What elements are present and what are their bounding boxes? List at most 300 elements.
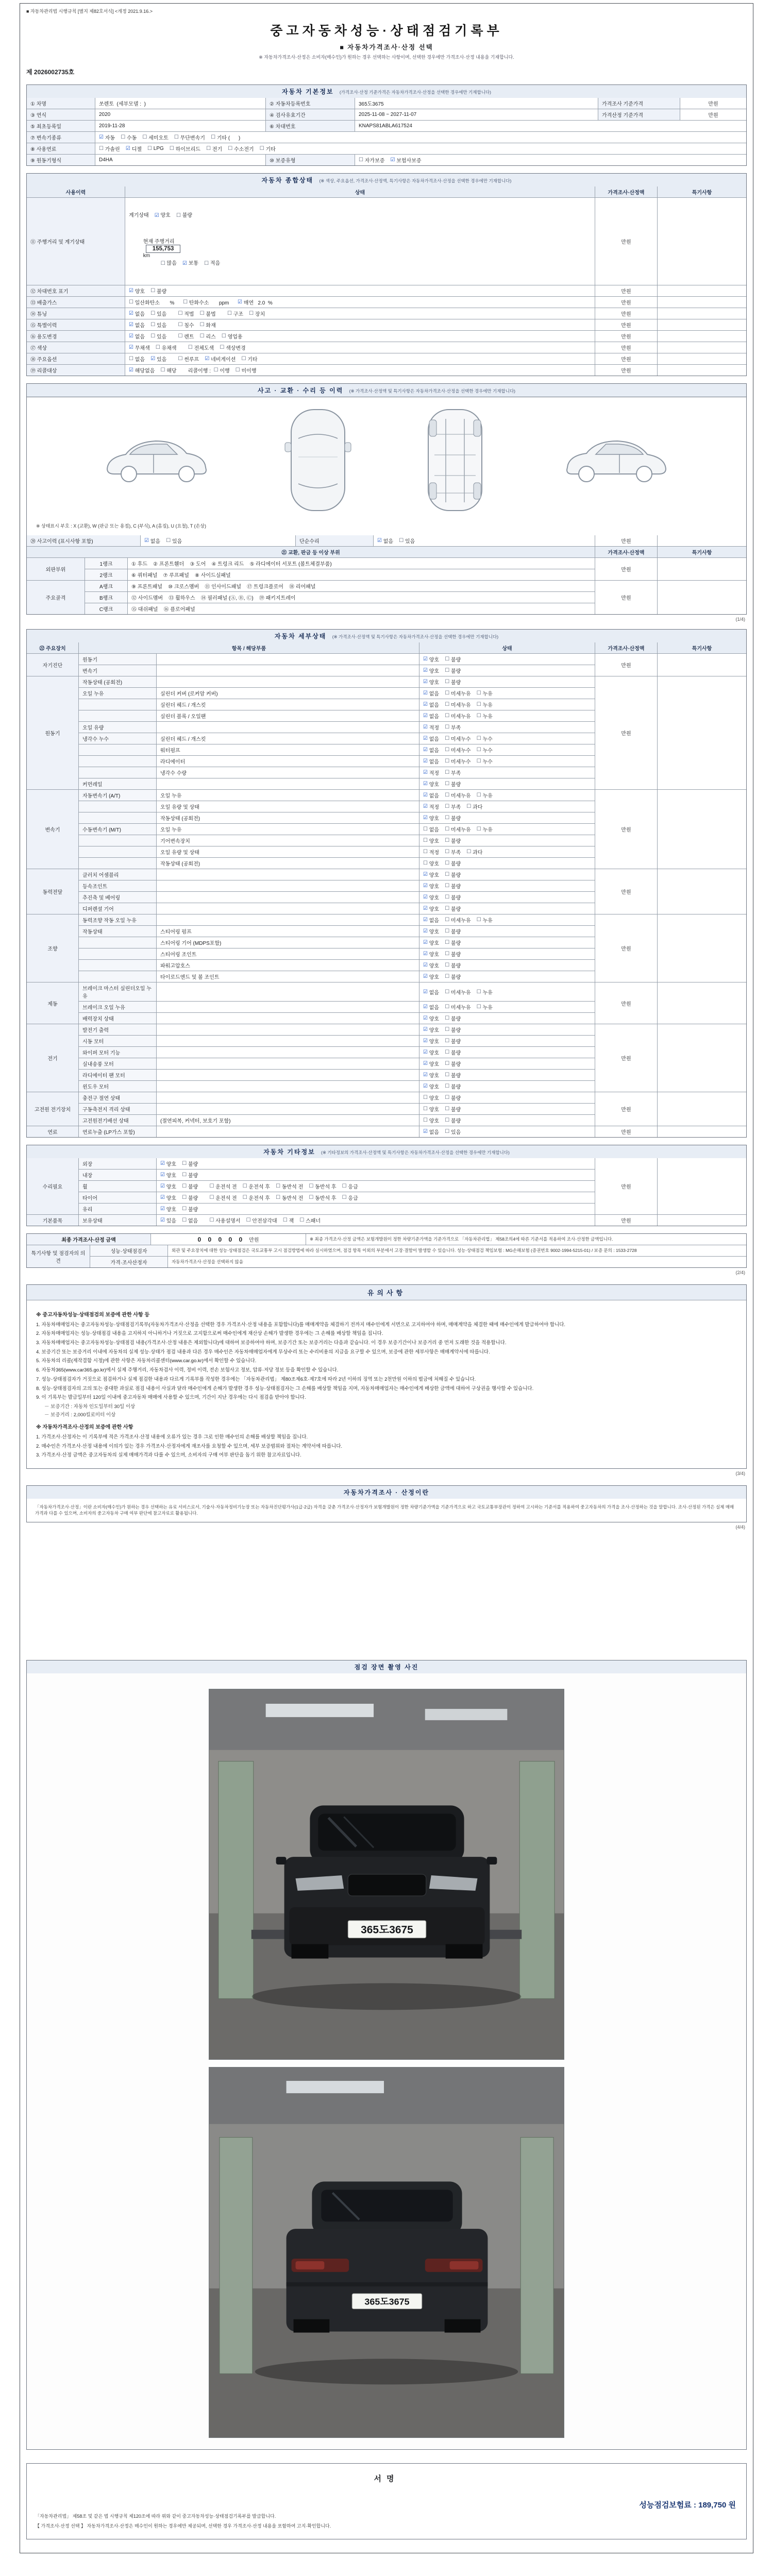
part-label: 오일 유량 및 상태 bbox=[157, 801, 419, 812]
part-label bbox=[157, 892, 419, 903]
row-label: 단순수리 bbox=[296, 535, 373, 546]
exchange-header-row bbox=[27, 547, 746, 557]
state-cell: ☑ 양호 ☐ 불량 bbox=[419, 926, 595, 937]
price-cell: 만원 bbox=[595, 198, 657, 285]
section-title: 자동차 종합상태 bbox=[261, 177, 314, 184]
column-header: ㉑ 교환, 판금 등 이상 부위 bbox=[27, 547, 595, 557]
footer-note: 【 가격조사·산정 선택 】 자동차가격조사·산정은 매수인이 원하는 경우에만 제공되며, 선택한 경우 가격조사·산정 내용을 포함하여 고지·확인합니다. bbox=[35, 2523, 331, 2529]
title-block bbox=[26, 21, 747, 60]
section-title: 자동차가격조사 · 산정이란 bbox=[343, 1489, 430, 1497]
notices-subheading: ※ 자동차가격조사·산정의 보증에 관한 사항 bbox=[36, 1425, 133, 1431]
detail-row bbox=[79, 1092, 595, 1103]
part-label bbox=[157, 1024, 419, 1035]
rank-items: ① 후드 ② 프론트휀더 ③ 도어 ④ 트렁크 리드 ⑤ 라디에이터 서포트 (볼트체결부품) bbox=[128, 558, 595, 569]
column-header: ㉒ 주요장치 bbox=[27, 642, 78, 653]
state-cell: ☑ 양호 ☐ 불량 ☐ 운전석 전 ☐ 운전석 후 ☐ 동반석 전 ☐ 동반석 후 ☐ 응급 bbox=[157, 1192, 595, 1203]
detail-row bbox=[79, 699, 595, 710]
price-cell: 만원 bbox=[595, 319, 657, 330]
amount-digits: 0 0 0 0 0 bbox=[197, 1235, 245, 1243]
part-label: 스티어링 펌프 bbox=[157, 926, 419, 937]
state-cell: ☑ 없음 ☐ 미세누유 ☐ 누유 bbox=[419, 982, 595, 1001]
state-cell: ☑ 양호 ☐ 불량 bbox=[419, 937, 595, 948]
part-label bbox=[157, 676, 419, 687]
detail-row bbox=[79, 790, 595, 801]
part-label: 오일 누유 bbox=[157, 790, 419, 801]
rank-rows bbox=[85, 581, 595, 614]
mileage-level: ☐ 많음 ☑ 보통 ☐ 적음 bbox=[160, 261, 221, 266]
notice-item: 2. 매수인은 가격조사·산정 내용에 이의가 있는 경우 가격조사·산정자에게 재조사를 요청할 수 있으며, 세부 보증범위와 절차는 계약서에 따릅니다. bbox=[36, 1443, 343, 1449]
price-cell: 만원 bbox=[595, 365, 657, 376]
item-label: 수동변속기 (M/T) bbox=[79, 824, 156, 835]
notice-item: 2. 자동차매매업자는 성능·상태점검 내용을 고지하지 아니하거나 거짓으로 고지함으로써 매수인에게 재산상 손해가 발생한 경우에는 그 손해를 배상할 책임을 집니다. bbox=[36, 1331, 383, 1337]
note-cell bbox=[658, 319, 746, 330]
note-cell bbox=[658, 308, 746, 319]
price-cell: 만원 bbox=[595, 342, 657, 353]
item-label: 타이어 bbox=[79, 1192, 156, 1203]
part-label bbox=[157, 722, 419, 733]
note-cell bbox=[658, 1215, 746, 1226]
field-value: 365도3675 bbox=[355, 98, 598, 109]
signature-title: 서명 bbox=[374, 2475, 399, 2483]
item-label: 유리 bbox=[79, 1204, 156, 1214]
device-group-row bbox=[27, 676, 746, 789]
notice-item: 1. 자동차매매업자는 중고자동차성능·상태점검기록부(자동차가격조사·산정을 선택한 경우 가격조사·산정 내용을 포함합니다)를 매매계약을 체결하기 전까지 매수인에게 서면으로 고지하여야 하며, 매매계약을 체결한 때에 매수인에게 발급하여야 합니다. bbox=[36, 1321, 566, 1328]
item-label: 원동기 bbox=[79, 654, 156, 665]
state-cell: ☐ 양호 ☐ 불량 bbox=[419, 835, 595, 846]
state-cell: ☑ 양호 ☐ 불량 bbox=[419, 960, 595, 971]
price-cell: 만원 bbox=[595, 1158, 657, 1214]
part-label bbox=[157, 1036, 419, 1046]
document-subtitle: ■ 자동차가격조사·산정 선택 bbox=[340, 44, 433, 51]
state-cell: ☑ 양호 ☐ 불량 bbox=[419, 971, 595, 982]
item-label bbox=[79, 801, 156, 812]
part-label bbox=[157, 1002, 419, 1012]
table-row bbox=[27, 1499, 746, 1522]
field-label: ⑥ 차대번호 bbox=[266, 121, 355, 131]
column-header: 상태 bbox=[125, 187, 595, 197]
opinion-row bbox=[90, 1257, 746, 1267]
misc-group-row bbox=[27, 1158, 746, 1214]
field-label: ⑧ 사용연료 bbox=[27, 143, 95, 154]
field-value: 쏘렌토 (세부모델 : ) bbox=[95, 98, 265, 109]
footer-note: 「자동차관리법」 제58조 및 같은 법 시행규칙 제120조에 따라 위와 같이 중고자동차성능·상태점검기록부를 발급합니다. bbox=[35, 2514, 276, 2519]
item-label: 라디에이터 팬 모터 bbox=[79, 1070, 156, 1080]
group-rows bbox=[79, 914, 595, 982]
part-label bbox=[157, 880, 419, 891]
note-cell bbox=[658, 285, 746, 296]
note-cell bbox=[658, 1158, 746, 1214]
field-label: ① 차명 bbox=[27, 98, 95, 109]
part-label bbox=[157, 654, 419, 665]
form-reference: ■ 자동차관리법 시행규칙 [별지 제82호서식] <개정 2021.9.16.> bbox=[26, 9, 153, 14]
notice-subitem: － 보증거리 : 2,000킬로미터 이상 bbox=[44, 1412, 116, 1418]
misc-row bbox=[79, 1181, 595, 1192]
row-state: ☐ 일산화탄소 % ☐ 탄화수소 ppm ☑ 매연 2.0 % bbox=[125, 297, 595, 308]
detail-row bbox=[79, 937, 595, 948]
panel-group-row bbox=[27, 581, 746, 614]
column-header: 특기사항 bbox=[658, 642, 746, 653]
price-cell: 만원 bbox=[595, 558, 657, 580]
opinion-row bbox=[90, 1245, 746, 1256]
field-value: ☐ 가솔린 ☑ 디젤 ☐ LPG ☐ 하이브리드 ☐ 전기 ☐ 수소전기 ☐ 기타 bbox=[95, 143, 746, 154]
price-cell: 만원 bbox=[595, 297, 657, 308]
column-header: 가격조사·산정액 bbox=[595, 187, 657, 197]
table-row bbox=[27, 143, 746, 154]
group-name: 조향 bbox=[27, 914, 78, 982]
part-label: 오일 누유 bbox=[157, 824, 419, 835]
mileage-label: 현재 주행거리 bbox=[143, 239, 175, 245]
state-cell: ☑ 있음 ☐ 없음 ☐ 사용설명서 ☐ 안전삼각대 ☐ 잭 ☐ 스패너 bbox=[157, 1215, 595, 1226]
part-label bbox=[157, 1104, 419, 1114]
state-cell: ☑ 없음 ☐ 미세누수 ☐ 누수 bbox=[419, 756, 595, 767]
section-note: (※ 가격조사·산정액 및 특기사항은 자동차가격조사·산정을 선택한 경우에만 기재합니다) bbox=[332, 634, 499, 639]
note-cell bbox=[658, 1024, 746, 1092]
note-cell bbox=[658, 869, 746, 914]
part-label: 실린더 헤드 / 개스킷 bbox=[157, 733, 419, 744]
state-cell: ☑ 양호 ☐ 불량 bbox=[419, 1013, 595, 1024]
notices-body bbox=[27, 1300, 746, 1468]
final-price-block bbox=[26, 1233, 747, 1268]
opinion-role: 가격·조사산정자 bbox=[90, 1257, 167, 1267]
price-cell: 만원 bbox=[595, 982, 657, 1024]
table-row bbox=[27, 109, 746, 120]
group-rows bbox=[79, 1158, 595, 1214]
group-rows bbox=[79, 1092, 595, 1126]
row-label: ⑯ 용도변경 bbox=[27, 331, 125, 342]
detail-row bbox=[79, 982, 595, 1001]
final-price-label: 최종 가격조사·산정 금액 bbox=[27, 1234, 150, 1245]
note-cell bbox=[658, 342, 746, 353]
detail-row bbox=[79, 835, 595, 846]
comprehensive-state-table bbox=[26, 187, 747, 376]
section-title: 점검 장면 촬영 사진 bbox=[354, 1664, 419, 1671]
page-marker: (3/4) bbox=[735, 1471, 745, 1477]
usage-history-row bbox=[27, 319, 746, 330]
detail-row bbox=[79, 903, 595, 914]
item-label: 휠 bbox=[79, 1181, 156, 1192]
price-cell: 만원 bbox=[595, 535, 657, 546]
row-label: ⑰ 색상 bbox=[27, 342, 125, 353]
detail-state-table bbox=[26, 642, 747, 1138]
column-header: 특기사항 bbox=[658, 547, 746, 557]
section-accident-history bbox=[26, 383, 747, 397]
device-group-row bbox=[27, 982, 746, 1024]
note-cell bbox=[658, 581, 746, 614]
detail-row bbox=[79, 1036, 595, 1046]
note-cell bbox=[658, 914, 746, 982]
note-cell bbox=[658, 331, 746, 342]
part-label bbox=[157, 1013, 419, 1024]
page-marker: (1/4) bbox=[735, 617, 745, 622]
state-cell: ☑ 양호 ☐ 불량 bbox=[419, 778, 595, 789]
price-cell: 만원 bbox=[595, 285, 657, 296]
car-underbody-diagram bbox=[419, 405, 491, 516]
detail-row bbox=[79, 801, 595, 812]
table-row bbox=[27, 155, 746, 165]
item-label: 작동상태 (공회전) bbox=[79, 676, 156, 687]
group-rows bbox=[79, 982, 595, 1024]
item-label: 자동변속기 (A/T) bbox=[79, 790, 156, 801]
state-cell: ☑ 양호 ☐ 불량 bbox=[419, 1058, 595, 1069]
detail-row bbox=[79, 676, 595, 687]
state-cell: ☑ 없음 ☐ 미세누유 ☐ 누유 bbox=[419, 688, 595, 699]
rank-label: C랭크 bbox=[85, 603, 127, 614]
state-cell: ☑ 없음 ☐ 미세누유 ☐ 누유 bbox=[419, 1002, 595, 1012]
row-state: ☑ 해당없음 ☐ 해당 리콜이행 : ☐ 이행 ☐ 미이행 bbox=[125, 365, 595, 376]
part-label: 실린더 블록 / 오일팬 bbox=[157, 710, 419, 721]
section-note: (※ 가격조사·산정액 및 특기사항은 자동차가격조사·산정을 선택한 경우에만 기재합니다) bbox=[349, 388, 516, 394]
row-label: ⑳ 사고이력 (표시사항 포함) bbox=[27, 535, 140, 546]
detail-row bbox=[79, 824, 595, 835]
price-cell: 만원 bbox=[595, 676, 657, 789]
detail-row bbox=[79, 960, 595, 971]
opinion-rows bbox=[90, 1245, 746, 1267]
state-cell: ☑ 없음 ☐ 미세누유 ☐ 누유 bbox=[419, 710, 595, 721]
usage-history-row bbox=[27, 308, 746, 319]
column-header: 특기사항 bbox=[658, 187, 746, 197]
notice-item: 3. 자동차매매업자는 중고자동차성능·상태점검 내용(가격조사·산정 내용은 제외합니다)에 대하여 보증하여야 하며, 보증기간 또는 보증거리는 다음과 같습니다. 이 경우 보증기간이나 보증거리 중 먼저 도래한 것을 적용합니다. bbox=[36, 1340, 507, 1346]
state-cell: ☑ 양호 ☐ 불량 ☐ 운전석 전 ☐ 운전석 후 ☐ 동반석 전 ☐ 동반석 후 ☐ 응급 bbox=[157, 1181, 595, 1192]
item-label: 와이퍼 모터 기능 bbox=[79, 1047, 156, 1058]
field-value: ☐ 자가보증 ☑ 보험사보증 bbox=[355, 155, 746, 165]
group-name: 제동 bbox=[27, 982, 78, 1024]
part-label: 작동상태 (공회전) bbox=[157, 812, 419, 823]
rank-row bbox=[85, 569, 595, 580]
item-label bbox=[79, 699, 156, 710]
premium-value: 189,750 원 bbox=[698, 2501, 736, 2510]
item-label: 충전구 절연 상태 bbox=[79, 1092, 156, 1103]
field-label: ④ 검사유효기간 bbox=[266, 109, 355, 120]
price-cell: 만원 bbox=[595, 654, 657, 676]
part-label bbox=[157, 1126, 419, 1137]
usage-history-row bbox=[27, 331, 746, 342]
note-cell bbox=[658, 790, 746, 869]
field-label: ⑤ 최초등록일 bbox=[27, 121, 95, 131]
column-header: 상태 bbox=[419, 642, 595, 653]
field-label: ② 자동차등록번호 bbox=[266, 98, 355, 109]
row-label: ⑭ 튜닝 bbox=[27, 308, 125, 319]
document-number: 제 2026002735호 bbox=[26, 69, 75, 76]
detail-row bbox=[79, 1115, 595, 1126]
item-label bbox=[79, 756, 156, 767]
item-label: 시동 모터 bbox=[79, 1036, 156, 1046]
state-cell: ☑ 없음 ☐ 미세누유 ☐ 누유 bbox=[419, 790, 595, 801]
state-cell: ☐ 양호 ☐ 불량 bbox=[419, 1092, 595, 1103]
form-reference-line bbox=[26, 8, 747, 14]
mileage-row bbox=[27, 198, 746, 285]
state-cell: ☑ 양호 ☐ 불량 bbox=[419, 1024, 595, 1035]
misc-row bbox=[79, 1170, 595, 1180]
rank-label: A랭크 bbox=[85, 581, 127, 591]
rank-row bbox=[85, 603, 595, 614]
item-label bbox=[79, 744, 156, 755]
field-value: KNAPS81ABLA617524 bbox=[355, 121, 746, 131]
group-rows bbox=[79, 790, 595, 869]
price-assessment-info-box bbox=[26, 1499, 747, 1522]
item-label: 보유상태 bbox=[79, 1215, 156, 1226]
item-label: 고전원전기배선 상태 bbox=[79, 1115, 156, 1126]
spacer bbox=[26, 1530, 747, 1653]
detail-row bbox=[79, 733, 595, 744]
price-cell: 만원 bbox=[595, 308, 657, 319]
state-cell: ☑ 양호 ☐ 불량 bbox=[419, 665, 595, 676]
basic-info-table bbox=[26, 98, 747, 166]
price-cell: 만원 bbox=[595, 1092, 657, 1126]
detail-row bbox=[79, 1104, 595, 1114]
item-label: 냉각수 누수 bbox=[79, 733, 156, 744]
note-cell bbox=[658, 558, 746, 580]
part-label bbox=[157, 1081, 419, 1092]
table-row bbox=[27, 121, 746, 131]
part-label: 오일 유량 및 상태 bbox=[157, 846, 419, 857]
usage-history-row bbox=[27, 365, 746, 376]
detail-row bbox=[79, 971, 595, 982]
group-name: 동력전달 bbox=[27, 869, 78, 914]
item-label: 추진축 및 베어링 bbox=[79, 892, 156, 903]
item-label bbox=[79, 960, 156, 971]
rank-label: B랭크 bbox=[85, 592, 127, 603]
accident-history-table bbox=[26, 535, 747, 615]
item-label bbox=[79, 846, 156, 857]
state-cell: ☑ 양호 ☐ 불량 bbox=[419, 1047, 595, 1058]
note-cell bbox=[658, 1092, 746, 1126]
item-label: 배력장치 상태 bbox=[79, 1013, 156, 1024]
part-label bbox=[157, 1058, 419, 1069]
part-label: 기어변속장치 bbox=[157, 835, 419, 846]
price-cell: 만원 bbox=[595, 1024, 657, 1092]
price-cell: 만원 bbox=[595, 353, 657, 364]
detail-row bbox=[79, 744, 595, 755]
group-rows bbox=[79, 676, 595, 789]
note-cell bbox=[658, 198, 746, 285]
section-title: 사고 · 교환 · 수리 등 이력 bbox=[257, 387, 344, 394]
panel-group-row bbox=[27, 558, 746, 580]
photo-front-view bbox=[209, 1689, 564, 2060]
opinion-label: 특기사항 및 점검자의 의견 bbox=[27, 1245, 90, 1267]
rank-items: ⑥ 쿼터패널 ⑦ 루프패널 ⑧ 사이드실패널 bbox=[128, 569, 595, 580]
part-label: 스티어링 기어 (MDPS포함) bbox=[157, 937, 419, 948]
state-mark-legend: ※ 상태표시 부호 : X (교환), W (판금 또는 용접), C (부식), A (흠집), U (요철), T (손상) bbox=[36, 523, 206, 529]
opinion-text: 자동차가격조사·산정을 선택하지 않음 bbox=[168, 1257, 746, 1267]
price-cell: 만원 bbox=[680, 109, 746, 120]
column-header: 가격조사·산정액 bbox=[595, 642, 657, 653]
car-diagrams bbox=[33, 405, 740, 516]
state-cell: ☑ 없음 ☐ 미세누수 ☐ 누수 bbox=[419, 744, 595, 755]
device-group-row bbox=[27, 1024, 746, 1092]
page-marker: (2/4) bbox=[735, 1270, 745, 1275]
photo-rear-view bbox=[209, 2067, 564, 2438]
rank-row bbox=[85, 581, 595, 591]
row-label: ⑪ 주행거리 및 계기상태 bbox=[27, 198, 125, 285]
misc-info-table bbox=[26, 1158, 747, 1226]
note-cell bbox=[658, 535, 746, 546]
part-label bbox=[157, 1092, 419, 1103]
price-cell: 만원 bbox=[595, 1215, 657, 1226]
device-group-row bbox=[27, 1126, 746, 1137]
item-label: 오일 누유 bbox=[79, 688, 156, 699]
item-label: 등속조인트 bbox=[79, 880, 156, 891]
item-label bbox=[79, 858, 156, 869]
row-state: ☑ 없음 ☐ 있음 ☐ 렌트 ☐ 리스 ☐ 영업용 bbox=[125, 331, 595, 342]
final-price-value bbox=[151, 1234, 306, 1245]
notice-item: 5. 자동차의 리콜(제작결함 시정)에 관한 사항은 자동차리콜센터(www.car.go.kr)에서 확인할 수 있습니다. bbox=[36, 1358, 257, 1364]
detail-row bbox=[79, 1126, 595, 1137]
state-cell: ☑ 양호 ☐ 불량 bbox=[157, 1170, 595, 1180]
row-state: ☐ 없음 ☑ 있음 ☐ 썬루프 ☑ 네비게이션 ☐ 기타 bbox=[125, 353, 595, 364]
state-cell: ☐ 양호 ☐ 불량 bbox=[419, 858, 595, 869]
notice-item: 4. 보증기간 또는 보증거리 이내에 자동차의 실제 성능·상태가 점검 내용과 다른 경우 매수인은 자동차매매업자에게 무상수리 또는 수리비용의 지급을 요구할 수 있으며, 보증에 관한 세부사항은 매매계약서에 따릅니다. bbox=[36, 1349, 490, 1355]
section-comprehensive-state bbox=[26, 173, 747, 187]
accident-row bbox=[27, 535, 746, 546]
misc-row bbox=[79, 1215, 595, 1226]
part-label: 파워고압호스 bbox=[157, 960, 419, 971]
document-title: 중고자동차성능·상태점검기록부 bbox=[270, 24, 503, 38]
premium-label: 성능점검보험료 : bbox=[639, 2501, 696, 2510]
item-label bbox=[79, 971, 156, 982]
group-name: 수리필요 bbox=[27, 1158, 78, 1214]
group-name: 자기진단 bbox=[27, 654, 78, 676]
part-type: 주요골격 bbox=[27, 581, 85, 614]
notice-item: 1. 가격조사·산정자는 이 기록부에 적은 가격조사·산정 내용에 오류가 있는 경우 그로 인한 매수인의 손해를 배상할 책임을 집니다. bbox=[36, 1434, 308, 1440]
usage-history-row bbox=[27, 297, 746, 308]
price-cell: 만원 bbox=[595, 914, 657, 982]
item-label: 커먼레일 bbox=[79, 778, 156, 789]
section-price-assessment-info bbox=[26, 1485, 747, 1499]
part-label: (절연피복, 커넥터, 보호기 포함) bbox=[157, 1115, 419, 1126]
section-note: (※ 기타정보의 가격조사·산정액 및 특기사항은 자동차가격조사·산정을 선택한 경우에만 기재합니다) bbox=[321, 1150, 510, 1155]
mileage-unit: km bbox=[143, 253, 150, 259]
part-type: 외판부위 bbox=[27, 558, 85, 580]
note-cell bbox=[658, 676, 746, 789]
price-cell: 만원 bbox=[595, 581, 657, 614]
row-state: ☑ 없음 ☐ 있음 ☐ 적법 ☐ 불법 ☐ 구조 ☐ 장치 bbox=[125, 308, 595, 319]
item-label: 내장 bbox=[79, 1170, 156, 1180]
item-label bbox=[79, 812, 156, 823]
state-cell: ☑ 적정 ☐ 부족 ☐ 과다 bbox=[419, 801, 595, 812]
notices-subheading: ※ 중고자동차성능·상태점검의 보증에 관한 사항 등 bbox=[36, 1312, 150, 1318]
group-rows bbox=[79, 1126, 595, 1137]
notice-item: 7. 성능·상태점검자가 거짓으로 점검하거나 실제 점검한 내용과 다르게 기록부를 작성한 경우에는 「자동차관리법」 제80조제6호·제7호에 따라 2년 이하의 징역 또는 2천만원 이하의 벌금에 처해질 수 있습니다. bbox=[36, 1376, 476, 1382]
row-state: ☑ 없음 ☐ 있음 bbox=[374, 535, 595, 546]
part-label: 작동상태 (공회전) bbox=[157, 858, 419, 869]
detail-row bbox=[79, 688, 595, 699]
item-label: 작동상태 bbox=[79, 926, 156, 937]
column-header: 가격조사·산정액 bbox=[595, 547, 657, 557]
item-label: 브레이크 마스터 실린더오일 누유 bbox=[79, 982, 156, 1001]
group-name: 전기 bbox=[27, 1024, 78, 1092]
final-price-row bbox=[27, 1234, 746, 1245]
item-label bbox=[79, 835, 156, 846]
detail-row bbox=[79, 1013, 595, 1024]
field-value: 2020 bbox=[95, 109, 265, 120]
field-label: ⑦ 변속기종류 bbox=[27, 132, 95, 143]
mileage-value: 155,753 bbox=[146, 245, 181, 253]
car-side-right-diagram bbox=[557, 428, 675, 495]
state-cell: ☐ 양호 ☐ 불량 bbox=[419, 1104, 595, 1114]
notices-box bbox=[26, 1284, 747, 1469]
section-title: 자동차 기본정보 bbox=[282, 88, 334, 95]
state-cell: ☑ 양호 ☐ 불량 bbox=[419, 903, 595, 914]
field-label: ⑨ 원동기형식 bbox=[27, 155, 95, 165]
price-cell: 만원 bbox=[595, 790, 657, 869]
detail-row bbox=[79, 869, 595, 880]
odometer-state: 계기상태 ☑ 양호 ☐ 불량 bbox=[129, 213, 193, 218]
table-row bbox=[27, 132, 746, 143]
item-label bbox=[79, 767, 156, 778]
part-label: 타이로드엔드 및 볼 조인트 bbox=[157, 971, 419, 982]
row-label: ⑱ 주요옵션 bbox=[27, 353, 125, 364]
group-name: 연료 bbox=[27, 1126, 78, 1137]
